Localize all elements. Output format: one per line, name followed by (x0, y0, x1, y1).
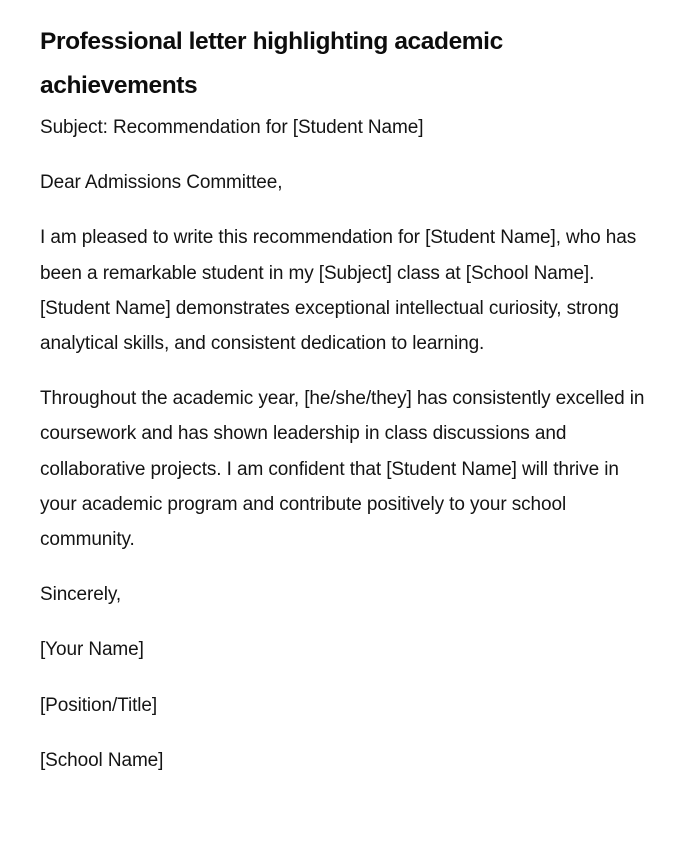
body-paragraph-1: I am pleased to write this recommendation for [Student Name], who has been a remarkable student in my [Subject] class at [School Name]. [Student Name] demonstrates exceptional intellectual curiosity, strong analytical skills, and consistent dedication to learning. (40, 227, 637, 355)
subject-line: Subject: Recommendation for [Student Name] (40, 117, 424, 138)
signature-position: [Position/Title] (40, 694, 158, 716)
page-title: Professional letter highlighting academic achievements (40, 28, 503, 99)
closing: Sincerely, (40, 584, 122, 606)
signature-school: [School Name] (40, 749, 164, 771)
signature-name: [Your Name] (40, 639, 144, 661)
salutation: Dear Admissions Committee, (40, 172, 283, 194)
body-paragraph-2: Throughout the academic year, [he/she/they] has consistently excelled in coursework and has shown leadership in class discussions and collaborative projects. I am confident that [Student Name] will thrive in your academic program and contribute positively to your school community. (40, 388, 645, 551)
